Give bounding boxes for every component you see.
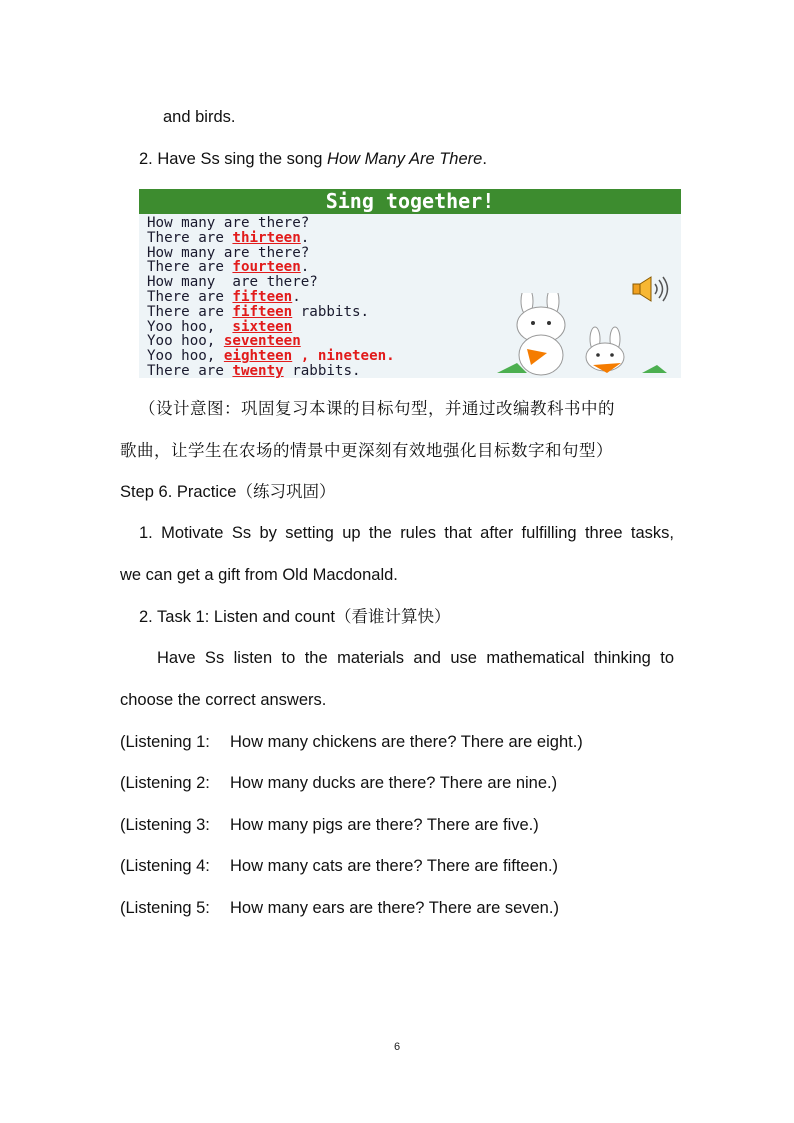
lyric-text: Yoo hoo,: [147, 348, 224, 365]
lyric-text: There are: [147, 303, 233, 320]
lyric-number-highlight: twenty: [232, 362, 284, 378]
listening-text: How many chickens are there? There are eight.): [230, 733, 583, 751]
lyric-number-highlight: thirteen: [232, 229, 301, 246]
task1-heading: 2. Task 1: Listen and count（看谁计算快）: [139, 608, 451, 626]
lyric-text: Yoo hoo,: [147, 318, 233, 335]
have-ss-line2: choose the correct answers.: [120, 691, 327, 709]
lyric-line: [147, 320, 395, 335]
slide-header: Sing together!: [139, 189, 681, 214]
have-ss-line1: Have Ss listen to the materials and use mathematical thinking to: [157, 649, 674, 667]
listening-item-5: [120, 897, 559, 919]
lyric-line: [147, 216, 395, 231]
lyric-text: How many are there?: [147, 274, 318, 291]
lyric-text: rabbits.: [283, 362, 361, 378]
para-and-birds: and birds.: [163, 108, 236, 126]
lyric-number-highlight: eighteen: [223, 348, 293, 365]
lyric-text: rabbits.: [292, 303, 370, 320]
lyric-text: .: [292, 288, 301, 305]
para-sing-song: [139, 148, 487, 170]
lyric-line: [147, 290, 395, 305]
lyric-text: .: [300, 259, 310, 276]
design-intent-line2: 歌曲，让学生在农场的情景中更深刻有效地强化目标数字和句型）: [120, 441, 613, 460]
lyric-number-highlight: fifteen: [232, 288, 293, 305]
listening-item-2: [120, 772, 557, 794]
listening-text: How many cats are there? There are fifteen.): [230, 857, 559, 875]
lyric-text: There are: [147, 362, 233, 378]
step6-heading: Step 6. Practice（练习巩固）: [120, 483, 336, 501]
listening-label: (Listening 3:: [120, 816, 210, 834]
lyric-line: [147, 231, 395, 246]
lyric-line: [147, 364, 395, 378]
lyric-line: [147, 260, 395, 275]
listening-label: (Listening 5:: [120, 899, 210, 917]
listening-text: How many pigs are there? There are five.): [230, 816, 539, 834]
lyric-text: There are: [147, 229, 233, 246]
motivate-line2: we can get a gift from Old Macdonald.: [120, 566, 398, 584]
sing-together-slide: [139, 189, 681, 378]
listening-item-3: [120, 814, 539, 836]
motivate-line1: 1. Motivate Ss by setting up the rules that after fulfilling three tasks,: [139, 524, 674, 542]
lyric-line: [147, 305, 395, 320]
lyric-number-highlight: fifteen: [232, 303, 293, 320]
listening-item-1: [120, 731, 583, 753]
listening-text: How many ducks are there? There are nine.): [230, 774, 558, 792]
lyric-line: [147, 334, 395, 349]
listening-label: (Listening 4:: [120, 857, 210, 875]
lyric-text: There are: [147, 288, 233, 305]
lyric-line: [147, 275, 395, 290]
lyric-line: [147, 349, 395, 364]
lyrics-block: [147, 216, 395, 378]
lyric-number-highlight: sixteen: [232, 318, 293, 335]
listening-label: (Listening 2:: [120, 774, 210, 792]
listening-label: (Listening 1:: [120, 733, 210, 751]
lyric-text: , nineteen.: [292, 348, 395, 365]
listening-text: How many ears are there? There are seven.): [230, 899, 559, 917]
song-title: How Many Are There: [327, 150, 483, 168]
lyric-text: How many are there?: [147, 244, 310, 261]
rabbits-illustration: [497, 293, 667, 378]
lyric-text: How many are there?: [147, 215, 310, 231]
design-intent-line1: （设计意图：巩固复习本课的目标句型，并通过改编教科书中的: [139, 399, 615, 418]
sing-song-suffix: .: [482, 150, 487, 168]
lyric-text: .: [300, 229, 310, 246]
lyric-number-highlight: fourteen: [232, 259, 301, 276]
page-number: 6: [393, 1041, 401, 1053]
lyric-text: Yoo hoo,: [147, 333, 224, 350]
sing-song-prefix: 2. Have Ss sing the song: [139, 150, 328, 168]
lyric-text: There are: [147, 259, 233, 276]
lyric-line: [147, 246, 395, 261]
lyric-number-highlight: seventeen: [223, 333, 301, 350]
listening-item-4: [120, 855, 558, 877]
